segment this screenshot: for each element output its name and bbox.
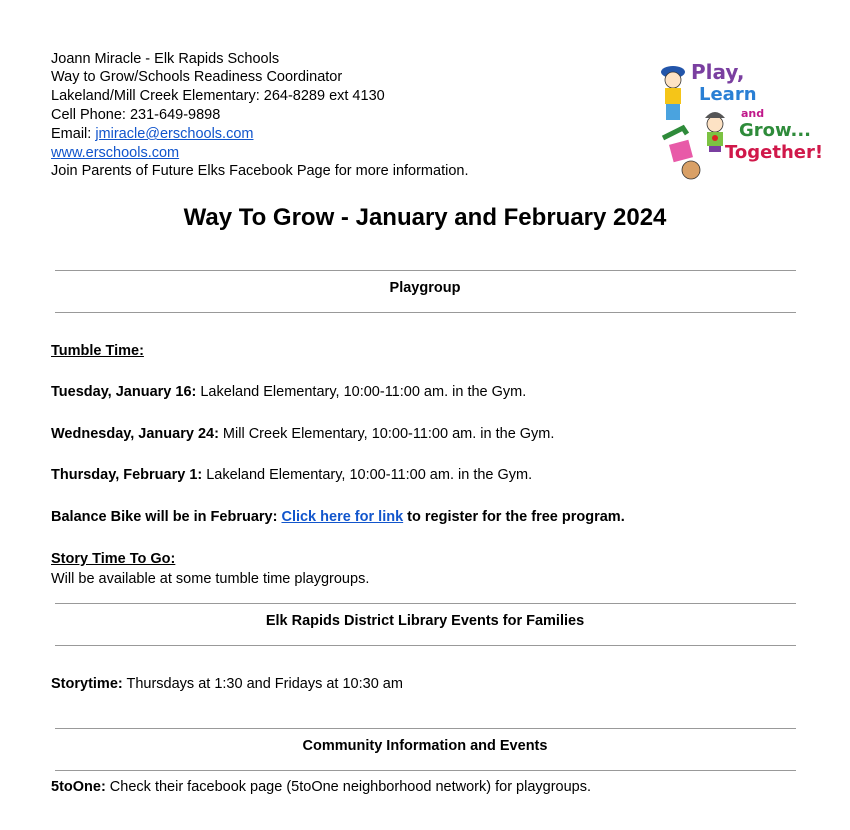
website-link[interactable]: www.erschools.com [51, 145, 180, 161]
event-date: Tuesday, January 16: [51, 384, 197, 400]
fivetoone-text: Check their facebook page (5toOne neighborhood network) for playgroups. [105, 779, 592, 795]
logo-word-learn: Learn [699, 84, 757, 105]
event-date: Thursday, February 1: [51, 467, 203, 483]
divider [55, 728, 796, 729]
divider [55, 603, 796, 604]
email-label: Email: [51, 126, 96, 142]
storytime-text: Thursdays at 1:30 and Fridays at 10:30 am [122, 676, 403, 692]
story-time-heading: Story Time To Go: [51, 551, 176, 567]
divider [55, 770, 796, 771]
event-item [51, 424, 554, 444]
storytime-label: Storytime: [51, 676, 123, 692]
event-item [51, 382, 526, 402]
page-title: Way To Grow - January and February 2024 [183, 204, 667, 231]
email-link[interactable]: jmiracle@erschools.com [95, 126, 254, 142]
contact-office: Lakeland/Mill Creek Elementary: 264-8289 ext 4130 [51, 88, 385, 104]
balance-bike-line [51, 507, 625, 527]
tumble-time-heading: Tumble Time: [51, 343, 144, 359]
storytime-line [51, 674, 403, 694]
logo-word-play: Play, [691, 60, 745, 84]
contact-name: Joann Miracle - Elk Rapids Schools [51, 51, 280, 67]
divider [55, 645, 796, 646]
event-item [51, 465, 532, 485]
divider [55, 270, 796, 271]
website-line [51, 143, 179, 163]
library-heading: Elk Rapids District Library Events for Families [265, 613, 585, 629]
event-detail: Mill Creek Elementary, 10:00-11:00 am. in the Gym. [218, 426, 555, 442]
play-learn-grow-logo [655, 58, 825, 188]
logo-word-grow: Grow... [739, 120, 812, 141]
balance-prefix: Balance Bike will be in February: [51, 509, 282, 525]
event-detail: Lakeland Elementary, 10:00-11:00 am. in the Gym. [202, 467, 533, 483]
register-link[interactable]: Click here for link [281, 509, 404, 525]
divider [55, 312, 796, 313]
playgroup-heading: Playgroup [389, 280, 461, 296]
logo-word-and: and [741, 107, 765, 120]
contact-role: Way to Grow/Schools Readiness Coordinator [51, 69, 343, 85]
contact-cell: Cell Phone: 231-649-9898 [51, 107, 221, 123]
event-detail: Lakeland Elementary, 10:00-11:00 am. in the Gym. [196, 384, 527, 400]
balance-suffix: to register for the free program. [403, 509, 625, 525]
story-time-text: Will be available at some tumble time playgroups. [51, 571, 370, 587]
facebook-line: Join Parents of Future Elks Facebook Page for more information. [51, 163, 469, 179]
fivetoone-line [51, 777, 591, 797]
community-heading: Community Information and Events [302, 738, 548, 754]
event-date: Wednesday, January 24: [51, 426, 219, 442]
contact-email-line [51, 124, 253, 144]
logo-word-together: Together! [725, 142, 824, 163]
fivetoone-label: 5toOne: [51, 779, 106, 795]
